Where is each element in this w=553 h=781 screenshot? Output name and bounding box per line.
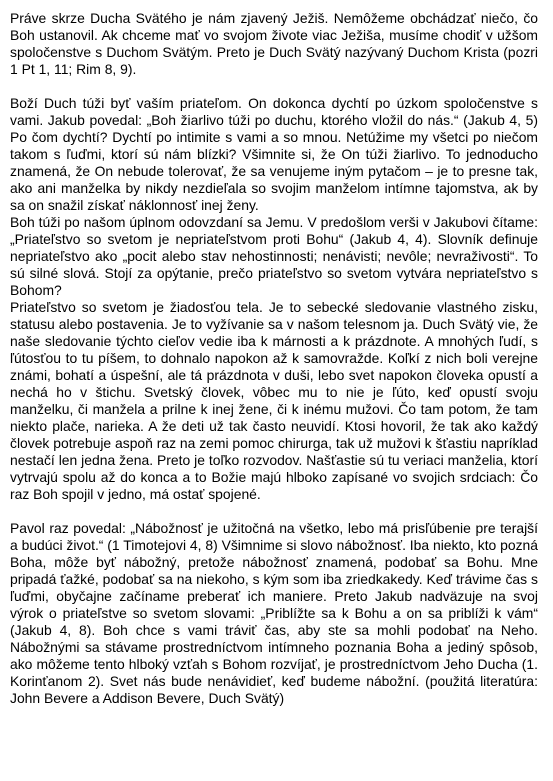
paragraph-godliness: Pavol raz povedal: „Nábožnosť je užitočná na všetko, lebo má prisľúbenie pre terajší a budúci život.“ (1 Timotejovi 4, 8) Všimnime si slovo nábožnosť. Iba niekto, kto pozná Boha, môže byť nábožný, pretože nábožnosť znamená, podobať sa Bohu. Mne pripadá ťažké, podobať sa na niekoho, s kým som iba zriedkakedy. Keď trávime čas s ľuďmi, obyčajne začíname preberať ich maniere. Preto Jakub nadväzuje na svoj výrok o priateľstve so svetom slovami: „Priblížte sa k Bohu a on sa priblíži k vám“ (Jakub 4, 8). Boh chce s vami tráviť čas, aby ste sa mohli podobať na Neho. Nábožnými sa stávame prostredníctvom intímneho poznania Boha a jediný spôsob, ako môžeme tento hlboký vzťah s Bohom rozvíjať, je prostredníctvom Jeho Ducha (1. Korinťanom 2). Svet nás bude nenávidieť, keď budeme nábožní. (použitá literatúra: John Bevere a Addison Bevere, Duch Svätý) <box>10 520 538 706</box>
paragraph-enmity-with-god: Boh túži po našom úplnom odovzdaní sa Jemu. V predošlom verši v Jakubovi čítame: „Priateľstvo so svetom je nepriateľstvom proti Bohu“ (Jakub 4, 4). Slovník definuje nepriateľstvo ako „pocit alebo stav nehostinnosti; nenávisti; nevôle; nevraživosti“. To sú silné slová. Stojí za opýtanie, prečo priateľstvo so svetom vytvára nepriateľstvo s Bohom? <box>10 214 538 298</box>
paragraph-gap <box>10 78 538 95</box>
document-page <box>10 10 538 707</box>
paragraph-gap <box>10 503 538 520</box>
paragraph-holy-spirit-reveals-jesus: Práve skrze Ducha Svätého je nám zjavený Ježiš. Nemôžeme obchádzať niečo, čo Boh ustanovil. Ak chceme mať vo svojom živote viac Ježiša, musíme chodiť v užšom spoločenstve s Duchom Svätým. Preto je Duch Svätý nazývaný Duchom Krista (pozri 1 Pt 1, 11; Rim 8, 9). <box>10 10 538 77</box>
paragraph-friendship-with-god: Boží Duch túži byť vaším priateľom. On dokonca dychtí po úzkom spoločenstve s vami. Jakub povedal: „Boh žiarlivo túži po duchu, ktorého vložil do nás.“ (Jakub 4, 5) Po čom dychtí? Dychtí po intimite s vami a so mnou. Netúžime my všetci po niečom takom s ľuďmi, ktorí sú nám blízki? Všimnite si, že On túži žiarlivo. To jednoducho znamená, že On nebude tolerovať, že sa venujeme iným pytačom – je to presne tak, ako ani manželka by nikdy nezdieľala so svojim manželom intímne tajomstva, ak by sa on snažil získať náklonnosť inej ženy. <box>10 95 538 213</box>
paragraph-friendship-with-world: Priateľstvo so svetom je žiadosťou tela. Je to sebecké sledovanie vlastného zisku, statusu alebo postavenia. Je to vyžívanie sa v našom telesnom ja. Duch Svätý vie, že naše sledovanie týchto cieľov vedie iba k márnosti a k prázdnote. A mnohých ľudí, s ľútosťou to tu píšem, to dohnalo napokon až k samovražde. Koľkí z nich boli verejne známi, bohatí a úspešní, ale tá prázdnota v duši, lebo svet napokon človeka opustí a nechá ho v štichu. Svetský človek, vôbec mu to nie je ľúto, keď opustí svoju manželku, či manžela a prilne k inej žene, či k inému mužovi. Čo tam potom, že tam niekto plače, narieka. A že deti už tak často neuvidí. Ktosi hovoril, že tak ako každý človek potrebuje aspoň raz na zemi pomoc chirurga, tak už mužovi k šťastiu napríklad nestačí len jedna žena. Preto je toľko rozvodov. Našťastie sú tu veriaci manželia, ktorí vytrvajú spolu až do konca a to Božie majú hlboko zapísané vo svojich srdciach: Čo raz Boh spojil v jedno, má ostať spojené. <box>10 299 538 502</box>
